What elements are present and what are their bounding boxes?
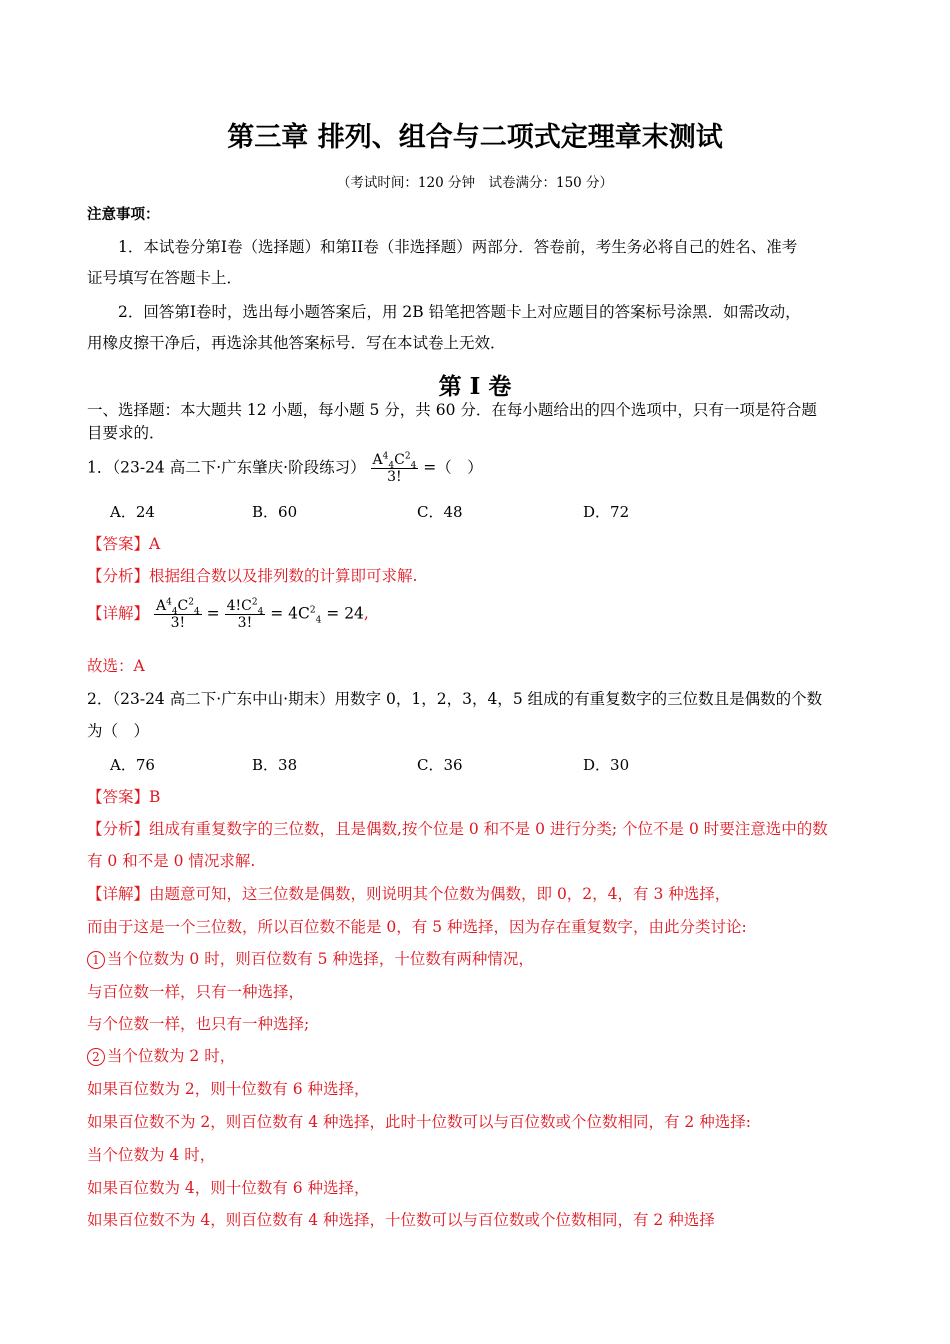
q2-detail-line2: 而由于这是一个三位数，所以百位数不能是 0，有 5 种选择，因为存在重复数字，由此分类讨论: — [87, 918, 747, 936]
notice-item2-line1: 2．回答第I卷时，选出每小题答案后，用 2B 铅笔把答题卡上对应题目的答案标号涂黑．如需改动， — [118, 303, 801, 321]
q1-option-b[interactable]: B．60 — [252, 503, 298, 521]
q1-conclusion: 故选：A — [87, 657, 145, 675]
question-2-stem-line1: 2．（23-24 高二下·广东中山·期末）用数字 0，1，2，3，4，5 组成的有重复数字的三位数且是偶数的个数 — [87, 690, 823, 708]
notice-heading: 注意事项： — [87, 207, 160, 223]
q1-option-d[interactable]: D．72 — [583, 503, 630, 521]
question-1-fraction: $\frac{A^4_4C^2_4}{3!}$ — [372, 451, 417, 485]
question-1-blank: =（ ） — [423, 458, 483, 477]
q2-detail-line1: 【详解】由题意可知，这三位数是偶数，则说明其个位数为偶数，即 0，2，4，有 3 种选择， — [87, 885, 731, 903]
q1-detail: 【详解】 $\frac{A^4_4C^2_4}{3!}$ = $\frac{4!C^2_4}{3!}$ = $4C^2_4 = 24$, — [87, 597, 369, 631]
exam-info: （考试时间：120 分钟 试卷满分：150 分） — [336, 175, 614, 191]
section-intro-line2: 目要求的． — [87, 424, 165, 442]
q2-option-a[interactable]: A．76 — [110, 756, 155, 774]
q2-answer: 【答案】B — [87, 788, 161, 806]
question-1-stem — [87, 452, 483, 485]
q2-option-c[interactable]: C．36 — [417, 756, 463, 774]
q2-detail-line11: 如果百位数不为 4，则百位数有 4 种选择，十位数可以与百位数或个位数相同，有 2 种选择 — [87, 1211, 715, 1229]
notice-item1-line1: 1．本试卷分第I卷（选择题）和第II卷（非选择题）两部分．答卷前，考生务必将自己的姓名、准考 — [118, 238, 798, 256]
notice-item1-line2: 证号填写在答题卡上． — [87, 269, 243, 287]
q2-detail-line7: 如果百位数为 2，则十位数有 6 种选择， — [87, 1080, 370, 1098]
page-title: 第三章 排列、组合与二项式定理章末测试 — [227, 122, 723, 153]
q2-detail-line9: 当个位数为 4 时， — [87, 1146, 216, 1164]
q2-detail-line3: 1 当个位数为 0 时，则百位数有 5 种选择，十位数有两种情况， — [87, 949, 534, 969]
q2-detail-line6: 2 当个位数为 2 时， — [87, 1046, 235, 1066]
question-1-source: 1．（23-24 高二下·广东肇庆·阶段练习） — [87, 458, 366, 477]
question-2-stem-line2: 为（ ） — [87, 722, 150, 740]
q2-option-b[interactable]: B．38 — [252, 756, 298, 774]
q2-option-d[interactable]: D．30 — [583, 756, 630, 774]
q2-detail-line8: 如果百位数不为 2，则百位数有 4 种选择，此时十位数可以与百位数或个位数相同，有 2 种选择: — [87, 1113, 751, 1131]
q1-option-c[interactable]: C．48 — [417, 503, 463, 521]
q2-detail-line10: 如果百位数为 4，则十位数有 6 种选择， — [87, 1179, 370, 1197]
section-title: 第 I 卷 — [438, 373, 512, 400]
notice-item2-line2: 用橡皮擦干净后，再选涂其他答案标号．写在本试卷上无效． — [87, 334, 506, 352]
q1-answer: 【答案】A — [87, 535, 161, 553]
q1-option-a[interactable]: A．24 — [110, 503, 155, 521]
q2-detail-line4: 与百位数一样，只有一种选择， — [87, 983, 305, 1001]
q2-analysis-line2: 有 0 和不是 0 情况求解. — [87, 852, 256, 870]
q2-analysis-line1: 【分析】组成有重复数字的三位数，且是偶数,按个位是 0 和不是 0 进行分类; 个位不是 0 时要注意选中的数 — [87, 820, 828, 838]
circled-number-icon: 1 — [87, 951, 105, 969]
q1-analysis: 【分析】根据组合数以及排列数的计算即可求解. — [87, 567, 418, 585]
section-intro-line1: 一、选择题：本大题共 12 小题，每小题 5 分，共 60 分．在每小题给出的四个选项中，只有一项是符合题 — [87, 401, 817, 419]
circled-number-icon: 2 — [87, 1048, 105, 1066]
q2-detail-line5: 与个位数一样，也只有一种选择; — [87, 1015, 310, 1033]
